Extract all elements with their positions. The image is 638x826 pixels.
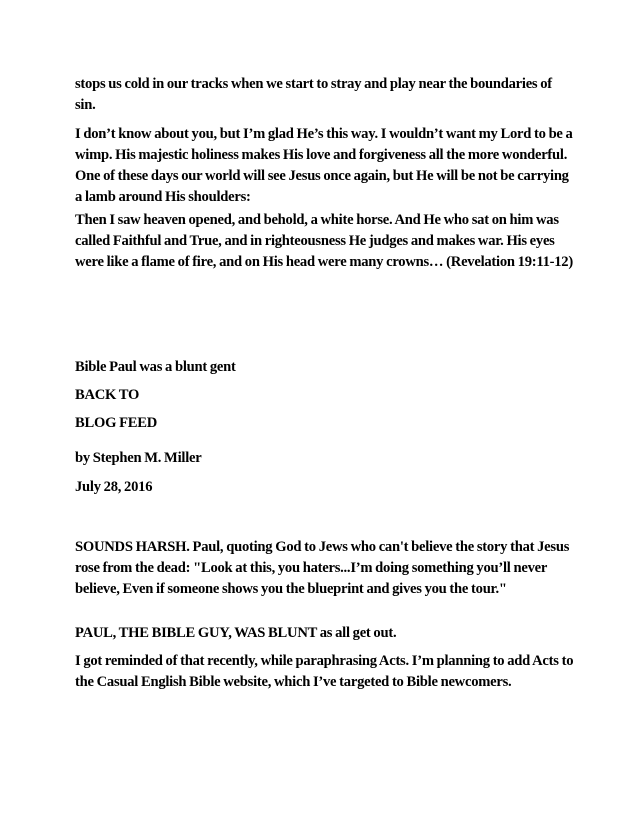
paragraph-text: PAUL, THE BIBLE GUY, WAS BLUNT as all get out.	[75, 625, 397, 641]
author-byline-text: by Stephen M. Miller	[75, 450, 202, 466]
paragraph-sounds-harsh	[75, 537, 575, 600]
paragraph-text: SOUNDS HARSH. Paul, quoting God to Jews who can't believe the story that Jesus rose from the dead: "Look at this, you haters...I’m doing something you’ll never believe, Even if someone shows you the blueprint and gives you the tour."	[75, 539, 570, 597]
post-title-text: Bible Paul was a blunt gent	[75, 359, 236, 375]
paragraph-sin-boundaries	[75, 74, 575, 116]
paragraph-revelation-quote	[75, 210, 575, 273]
paragraph-paul-blunt	[75, 623, 575, 644]
paragraph-text: I got reminded of that recently, while paraphrasing Acts. I’m planning to add Acts to the Casual English Bible website, which I’ve targeted to Bible newcomers.	[75, 653, 574, 690]
blog-feed-text: BLOG FEED	[75, 415, 157, 431]
paragraph-text: I don’t know about you, but I’m glad He’s this way. I wouldn’t want my Lord to be a wimp. His majestic holiness makes His love and forgiveness all the more wonderful. One of these days our world will see Jesus once again, but He will be not be carrying a lamb around His shoulders:	[75, 126, 573, 205]
author-byline	[75, 448, 575, 469]
post-date	[75, 477, 575, 498]
paragraph-text: stops us cold in our tracks when we start to stray and play near the boundaries of sin.	[75, 76, 552, 113]
blog-feed-label	[75, 413, 575, 434]
post-date-text: July 28, 2016	[75, 479, 153, 495]
back-to-text: BACK TO	[75, 387, 140, 403]
paragraph-lord-not-wimp	[75, 124, 575, 208]
paragraph-acts-paraphrase	[75, 651, 575, 693]
paragraph-text: Then I saw heaven opened, and behold, a white horse. And He who sat on him was called Faithful and True, and in righteousness He judges and makes war. His eyes were like a flame of fire, and on His head were many crowns… (Revelation 19:11-12)	[75, 212, 573, 270]
back-to-label	[75, 385, 575, 406]
post-title	[75, 357, 575, 378]
